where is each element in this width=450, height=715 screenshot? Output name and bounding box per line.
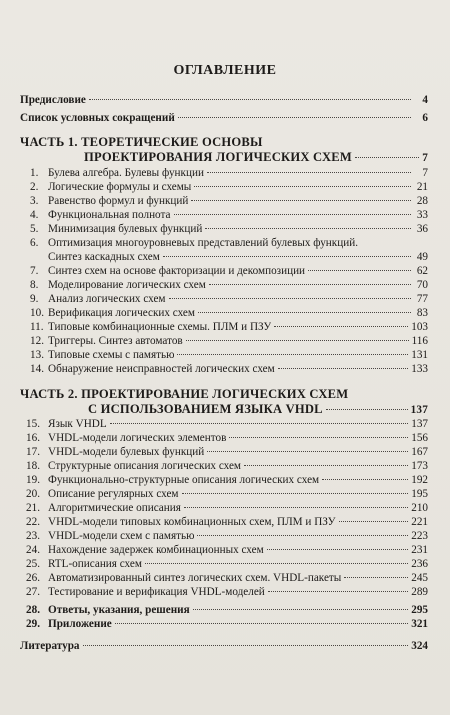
toc-entry-page: 289 — [411, 586, 428, 598]
toc-entry-page: 210 — [411, 502, 428, 514]
toc-entry-page: 116 — [411, 335, 428, 347]
toc-entry-number: 25. — [26, 558, 40, 570]
dot-leader — [322, 479, 408, 480]
toc-entry[interactable] — [26, 502, 428, 515]
toc-entry-page: 70 — [416, 279, 428, 291]
toc-entry-preface[interactable] — [20, 94, 428, 107]
toc-entry-page: 221 — [411, 516, 428, 528]
toc-entry-number: 20. — [26, 488, 40, 500]
toc-entry[interactable] — [30, 279, 428, 292]
toc-entry-label: Булева алгебра. Булевы функции — [48, 167, 204, 179]
toc-entry-number: 26. — [26, 572, 40, 584]
toc-entry-label: VHDL-модели типовых комбинационных схем, ПЛМ и ПЗУ — [48, 516, 336, 528]
toc-entry-page: 295 — [411, 604, 428, 616]
toc-entry-abbreviations[interactable] — [20, 112, 428, 125]
toc-entry-label: Верификация логических схем — [48, 307, 195, 319]
toc-entry-number: 5. — [30, 223, 39, 235]
dot-leader — [274, 326, 408, 327]
dot-leader — [339, 521, 409, 522]
toc-entry-literature[interactable] — [20, 640, 428, 653]
toc-entry[interactable] — [30, 181, 428, 194]
toc-entry[interactable] — [30, 293, 428, 306]
toc-entry-number: 23. — [26, 530, 40, 542]
toc-entry-label: Типовые схемы с памятью — [48, 349, 175, 361]
dot-leader — [198, 312, 411, 313]
toc-entry-number: 29. — [26, 618, 40, 630]
toc-entry-label: Анализ логических схем — [48, 293, 166, 305]
toc-entry-number: 24. — [26, 544, 40, 556]
toc-entry[interactable] — [26, 446, 428, 459]
toc-entry-label: Тестирование и верификация VHDL-моделей — [48, 586, 265, 598]
part-heading-text: ПРОЕКТИРОВАНИЯ ЛОГИЧЕСКИХ СХЕМ — [84, 150, 352, 164]
dot-leader — [145, 563, 408, 564]
toc-entry-label: RTL-описания схем — [48, 558, 142, 570]
toc-entry-number: 4. — [30, 209, 39, 221]
toc-entry-appendix[interactable] — [26, 618, 428, 631]
toc-entry-page: 231 — [411, 544, 428, 556]
toc-entry-page: 321 — [411, 618, 428, 630]
dot-leader — [186, 340, 409, 341]
part-heading-page: 137 — [410, 404, 428, 416]
toc-entry-label: Минимизация булевых функций — [48, 223, 203, 235]
toc-entry-page: 173 — [411, 460, 428, 472]
dot-leader — [184, 507, 408, 508]
toc-entry-label: Описание регулярных схем — [48, 488, 179, 500]
toc-entry-label: Литература — [20, 640, 80, 652]
toc-entry-label: Синтез схем на основе факторизации и декомпозиции — [48, 265, 306, 277]
toc-entry[interactable] — [30, 223, 428, 236]
toc-entry-number: 9. — [30, 293, 39, 305]
toc-entry-label: Триггеры. Синтез автоматов — [48, 335, 183, 347]
toc-entry-page: 33 — [416, 209, 428, 221]
dot-leader — [278, 368, 409, 369]
toc-entry-label: Ответы, указания, решения — [48, 604, 190, 616]
toc-entry[interactable] — [26, 558, 428, 571]
toc-entry[interactable] — [30, 167, 428, 180]
toc-entry-number: 28. — [26, 604, 40, 616]
toc-entry-answers[interactable] — [26, 604, 428, 617]
dot-leader — [115, 623, 408, 624]
toc-entry-label: Логические формулы и схемы — [48, 181, 192, 193]
toc-entry-number: 12. — [30, 335, 44, 347]
toc-entry[interactable] — [26, 516, 428, 529]
toc-entry-number: 18. — [26, 460, 40, 472]
toc-entry-label: Обнаружение неисправностей логических схем — [48, 363, 275, 375]
toc-entry-label: VHDL-модели булевых функций — [48, 446, 205, 458]
toc-entry[interactable] — [26, 432, 428, 445]
toc-entry[interactable] — [26, 586, 428, 599]
toc-entry[interactable] — [30, 209, 428, 222]
toc-entry[interactable] — [30, 307, 428, 320]
part2-heading-line1: ЧАСТЬ 2. ПРОЕКТИРОВАНИЕ ЛОГИЧЕСКИХ СХЕМ — [20, 387, 349, 401]
toc-entry-number: 11. — [30, 321, 44, 333]
toc-entry-number: 19. — [26, 474, 40, 486]
toc-entry-label: Функционально-структурные описания логических схем — [48, 474, 320, 486]
toc-entry-label: Приложение — [48, 618, 112, 630]
toc-entry-number: 21. — [26, 502, 40, 514]
toc-entry-page: 324 — [411, 640, 428, 652]
toc-entry[interactable] — [30, 265, 428, 278]
toc-entry-page: 223 — [411, 530, 428, 542]
toc-entry[interactable] — [26, 460, 428, 473]
toc-entry-number: 15. — [26, 418, 40, 430]
toc-entry-label: Структурные описания логических схем — [48, 460, 241, 472]
toc-entry-page: 6 — [422, 112, 428, 124]
toc-entry-number: 7. — [30, 265, 39, 277]
dot-leader — [267, 549, 409, 550]
dot-leader — [207, 451, 408, 452]
dot-leader — [182, 493, 409, 494]
toc-entry[interactable] — [30, 363, 428, 376]
toc-entry-label: VHDL-модели схем с памятью — [48, 530, 195, 542]
dot-leader — [344, 577, 408, 578]
dot-leader — [177, 354, 408, 355]
dot-leader — [229, 437, 408, 438]
toc-entry-page: 156 — [411, 432, 428, 444]
toc-entry-label: Список условных сокращений — [20, 112, 175, 124]
toc-entry[interactable] — [30, 349, 428, 362]
dot-leader — [169, 298, 412, 299]
part2-heading-line2[interactable] — [88, 402, 428, 418]
toc-entry-page: 167 — [411, 446, 428, 458]
dot-leader — [110, 423, 409, 424]
toc-entry-page: 103 — [411, 321, 428, 333]
part-heading-text: С ИСПОЛЬЗОВАНИЕМ ЯЗЫКА VHDL — [88, 402, 323, 416]
dot-leader — [207, 172, 411, 173]
part1-heading-line2[interactable] — [84, 150, 428, 166]
toc-entry-label-continued: Синтез каскадных схем — [48, 251, 160, 263]
dot-leader — [193, 609, 409, 610]
toc-entry-number: 6. — [30, 237, 39, 249]
toc-entry-label: VHDL-модели логических элементов — [48, 432, 227, 444]
toc-entry-number: 22. — [26, 516, 40, 528]
toc-entry-page: 28 — [416, 195, 428, 207]
toc-entry[interactable] — [26, 488, 428, 501]
toc-entry-page: 83 — [416, 307, 428, 319]
dot-leader — [244, 465, 408, 466]
toc-entry-page: 236 — [411, 558, 428, 570]
toc-entry-number: 17. — [26, 446, 40, 458]
toc-entry-page: 62 — [416, 265, 428, 277]
toc-entry-page: 36 — [416, 223, 428, 235]
dot-leader — [178, 117, 411, 118]
toc-entry-label: Автоматизированный синтез логических схем. VHDL-пакеты — [48, 572, 342, 584]
toc-entry-page: 195 — [411, 488, 428, 500]
toc-entry[interactable] — [26, 474, 428, 487]
dot-leader — [209, 284, 411, 285]
dot-leader — [268, 591, 408, 592]
toc-entry-number: 1. — [30, 167, 39, 179]
toc-entry-label: Предисловие — [20, 94, 86, 106]
toc-entry-label: Язык VHDL — [48, 418, 107, 430]
toc-entry[interactable] — [30, 321, 428, 334]
toc-entry-number: 13. — [30, 349, 44, 361]
toc-entry[interactable] — [26, 544, 428, 557]
toc-entry-page: 245 — [411, 572, 428, 584]
dot-leader — [197, 535, 408, 536]
dot-leader — [326, 409, 408, 410]
dot-leader — [308, 270, 411, 271]
toc-entry[interactable] — [48, 251, 428, 264]
toc-entry-page: 49 — [416, 251, 428, 263]
toc-entry-label: Алгоритмические описания — [48, 502, 181, 514]
toc-entry[interactable] — [26, 418, 428, 431]
toc-entry-page: 131 — [411, 349, 428, 361]
toc-entry-page: 7 — [422, 167, 428, 179]
toc-entry-label: Моделирование логических схем — [48, 279, 206, 291]
toc-entry[interactable] — [26, 572, 428, 585]
dot-leader — [163, 256, 411, 257]
dot-leader — [194, 186, 411, 187]
dot-leader — [89, 99, 411, 100]
toc-entry-page: 137 — [411, 418, 428, 430]
toc-entry-page: 192 — [411, 474, 428, 486]
dot-leader — [355, 157, 419, 158]
toc-entry-page: 21 — [416, 181, 428, 193]
toc-entry-label: Нахождение задержек комбинационных схем — [48, 544, 264, 556]
toc-entry[interactable] — [26, 530, 428, 543]
toc-entry-number: 3. — [30, 195, 39, 207]
toc-entry-label: Равенство формул и функций — [48, 195, 189, 207]
toc-entry-label: Типовые комбинационные схемы. ПЛМ и ПЗУ — [48, 321, 272, 333]
toc-entry[interactable] — [30, 335, 428, 348]
toc-entry-number: 10. — [30, 307, 44, 319]
toc-entry-page: 77 — [416, 293, 428, 305]
toc-entry-number: 16. — [26, 432, 40, 444]
toc-entry[interactable] — [30, 195, 428, 208]
toc-entry-number: 2. — [30, 181, 39, 193]
toc-entry-number: 14. — [30, 363, 44, 375]
part-heading-page: 7 — [422, 152, 428, 164]
dot-leader — [191, 200, 411, 201]
toc-entry-page: 4 — [422, 94, 428, 106]
dot-leader — [83, 645, 409, 646]
toc-entry-number: 8. — [30, 279, 39, 291]
toc-entry-first-line[interactable] — [30, 237, 428, 250]
toc-entry-page: 133 — [411, 363, 428, 375]
dot-leader — [205, 228, 411, 229]
page-title: ОГЛАВЛЕНИЕ — [173, 63, 277, 78]
toc-entry-number: 27. — [26, 586, 40, 598]
part1-heading-line1: ЧАСТЬ 1. ТЕОРЕТИЧЕСКИЕ ОСНОВЫ — [20, 135, 263, 149]
dot-leader — [174, 214, 412, 215]
toc-entry-label: Функциональная полнота — [48, 209, 171, 221]
toc-entry-label: Оптимизация многоуровневых представлений булевых функций. — [48, 237, 358, 249]
